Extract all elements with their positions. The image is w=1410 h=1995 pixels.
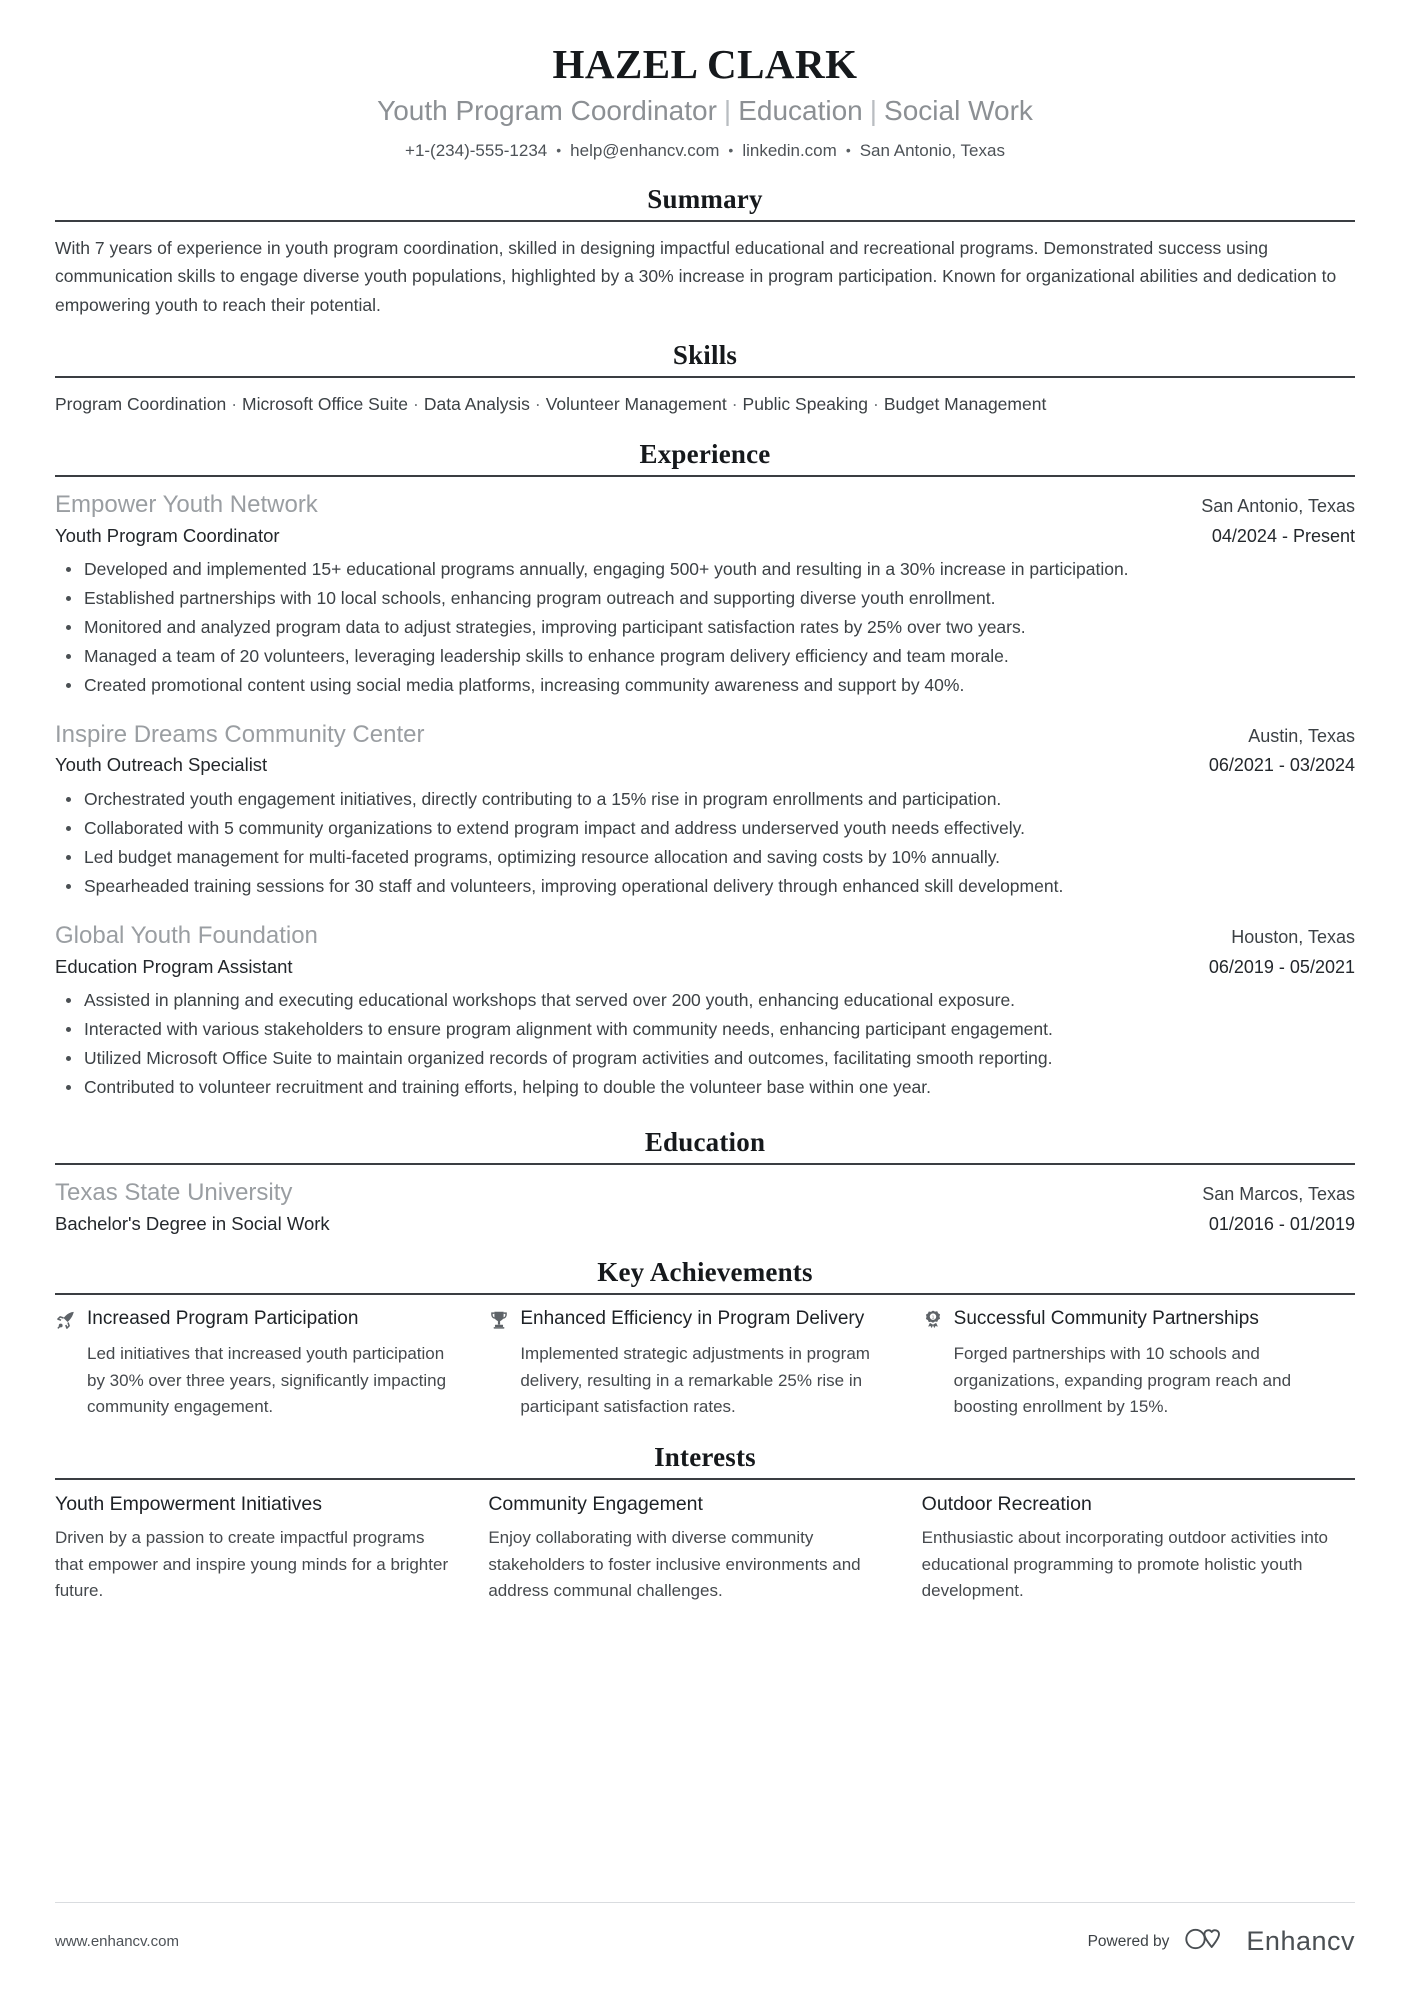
skill-item: Microsoft Office Suite	[242, 394, 409, 415]
interest-item	[488, 1492, 921, 1605]
award-badge-icon	[922, 1309, 944, 1333]
interest-description: Enjoy collaborating with diverse community stakeholders to foster inclusive environments and address communal challenges.	[488, 1528, 861, 1601]
rocket-icon	[55, 1309, 77, 1333]
responsibility-item: Utilized Microsoft Office Suite to maintain organized records of program activities and outcomes, facilitating smooth reporting.	[79, 1045, 1355, 1072]
resume-header	[55, 40, 1355, 163]
degree-title: Bachelor's Degree in Social Work	[55, 1212, 330, 1234]
entry-dates: 06/2019 - 05/2021	[1208, 956, 1355, 977]
interest-description: Driven by a passion to create impactful programs that empower and inspire young minds for a brighter future.	[55, 1528, 449, 1601]
headline-part-1: Youth Program Coordinator	[377, 95, 717, 127]
achievement-item	[55, 1307, 488, 1421]
contact-location: San Antonio, Texas	[859, 140, 1005, 160]
company-name: Global Youth Foundation	[55, 922, 318, 950]
powered-by-block	[1088, 1926, 1355, 1957]
entry-location: Houston, Texas	[1231, 927, 1355, 948]
education-entry	[55, 1177, 1355, 1236]
experience-entry	[55, 920, 1355, 1101]
powered-by-label: Powered by	[1087, 1932, 1170, 1950]
responsibility-item: Led budget management for multi-faceted programs, optimizing resource allocation and saving costs by 10% annually.	[79, 844, 1355, 871]
interest-item	[922, 1492, 1355, 1605]
footer-divider	[55, 1902, 1355, 1903]
section-experience	[55, 439, 1355, 1101]
experience-entry	[55, 719, 1355, 900]
achievement-item	[922, 1307, 1355, 1421]
section-title-summary: Summary	[647, 183, 763, 214]
job-title: Youth Outreach Specialist	[55, 754, 268, 776]
contact-separator: •	[556, 142, 562, 159]
entry-subheader-row	[55, 954, 1355, 980]
interest-title: Community Engagement	[488, 1492, 703, 1515]
contact-separator: •	[728, 142, 734, 159]
responsibility-item: Assisted in planning and executing educational workshops that served over 200 youth, enhancing educational exposure.	[79, 987, 1355, 1014]
contact-separator: •	[845, 142, 851, 159]
entry-header-row	[55, 920, 1355, 952]
experience-entries	[55, 477, 1355, 1101]
contact-line	[55, 139, 1355, 163]
skill-item: Volunteer Management	[545, 394, 727, 415]
headline-part-2: Education	[738, 95, 863, 127]
achievement-title: Successful Community Partnerships	[953, 1308, 1259, 1330]
section-education	[55, 1127, 1355, 1236]
section-interests	[55, 1442, 1355, 1605]
school-name: Texas State University	[55, 1179, 293, 1207]
skill-separator: ·	[731, 394, 738, 415]
achievement-description: Forged partnerships with 10 schools and organizations, expanding program reach and boosting enrollment by 15%.	[953, 1344, 1292, 1417]
responsibility-item: Contributed to volunteer recruitment and training efforts, helping to double the volunteer base within one year.	[79, 1074, 1355, 1101]
entry-location: Austin, Texas	[1248, 726, 1355, 747]
responsibility-list	[55, 786, 1355, 900]
responsibility-item: Spearheaded training sessions for 30 staff and volunteers, improving operational delivery through enhanced skill development.	[79, 873, 1355, 900]
achievement-description: Led initiatives that increased youth participation by 30% over three years, significantly impacting community engagement.	[87, 1344, 447, 1417]
entry-dates: 01/2016 - 01/2019	[1208, 1213, 1355, 1234]
entry-header-row	[55, 719, 1355, 751]
company-name: Inspire Dreams Community Center	[55, 721, 425, 749]
candidate-name: HAZEL CLARK	[552, 41, 858, 87]
svg-text:1: 1	[931, 1314, 934, 1320]
skills-list	[55, 390, 1355, 418]
section-skills	[55, 340, 1355, 418]
skill-separator: ·	[231, 394, 238, 415]
summary-text: With 7 years of experience in youth program coordination, skilled in designing impactful educational and recreational programs. Demonstrated success using communication skills to engage diverse youth populations, highlighted by a 30% increase in program participation. Known for organizational abilities and dedication to empowering youth to reach their potential.	[55, 237, 1337, 315]
interest-title: Outdoor Recreation	[921, 1492, 1092, 1515]
job-title: Education Program Assistant	[55, 955, 293, 977]
responsibility-item: Established partnerships with 10 local schools, enhancing program outreach and supporting diverse youth enrollment.	[79, 585, 1355, 612]
enhancv-mark-icon	[1183, 1926, 1237, 1957]
achievement-header	[922, 1307, 1355, 1333]
section-title-experience: Experience	[639, 439, 771, 470]
headline-divider-2: |	[869, 95, 878, 127]
responsibility-item: Collaborated with 5 community organizations to extend program impact and address underserved youth needs effectively.	[79, 815, 1355, 842]
interest-columns	[55, 1492, 1355, 1605]
skill-item: Program Coordination	[55, 394, 227, 415]
entry-location: San Marcos, Texas	[1202, 1184, 1355, 1205]
company-name: Empower Youth Network	[55, 491, 318, 519]
headline-divider-1: |	[723, 95, 732, 127]
headline-part-3: Social Work	[884, 95, 1033, 127]
skill-separator: ·	[873, 394, 879, 415]
achievement-header	[55, 1307, 454, 1333]
section-title-interests: Interests	[654, 1441, 756, 1472]
section-title-achievements: Key Achievements	[597, 1257, 813, 1288]
contact-website[interactable]: linkedin.com	[742, 140, 837, 160]
skill-separator: ·	[413, 394, 419, 415]
skill-item: Data Analysis	[423, 394, 530, 415]
page-footer	[55, 1926, 1355, 1957]
responsibility-list	[55, 987, 1355, 1101]
achievement-columns	[55, 1307, 1355, 1421]
achievement-title: Enhanced Efficiency in Program Delivery	[520, 1308, 865, 1330]
education-entries	[55, 1165, 1355, 1236]
achievement-header	[488, 1307, 887, 1333]
responsibility-item: Monitored and analyzed program data to adjust strategies, improving participant satisfaction rates by 25% over two years.	[79, 614, 1355, 641]
section-title-skills: Skills	[672, 340, 738, 371]
entry-subheader-row	[55, 752, 1355, 778]
candidate-headline	[55, 93, 1355, 129]
section-title-education: Education	[644, 1127, 766, 1158]
job-title: Youth Program Coordinator	[55, 524, 280, 546]
responsibility-item: Managed a team of 20 volunteers, leveraging leadership skills to enhance program delivery efficiency and team morale.	[79, 643, 1355, 670]
skill-item: Budget Management	[883, 394, 1047, 415]
interest-item	[55, 1492, 488, 1605]
contact-email[interactable]: help@enhancv.com	[570, 140, 720, 160]
responsibility-item: Created promotional content using social media platforms, increasing community awareness and support by 40%.	[79, 672, 1355, 699]
section-summary	[55, 184, 1355, 320]
footer-website-link[interactable]: www.enhancv.com	[55, 1933, 179, 1950]
interest-description: Enthusiastic about incorporating outdoor activities into educational programming to promote holistic youth development.	[921, 1528, 1329, 1601]
responsibility-item: Orchestrated youth engagement initiatives, directly contributing to a 15% rise in program enrollments and participation.	[79, 786, 1355, 813]
achievement-description: Implemented strategic adjustments in program delivery, resulting in a remarkable 25% rise in participant satisfaction rates.	[520, 1344, 870, 1417]
interest-title: Youth Empowerment Initiatives	[55, 1492, 323, 1515]
experience-entry	[55, 489, 1355, 699]
responsibility-item: Developed and implemented 15+ educational programs annually, engaging 500+ youth and resulting in a 30% increase in participation.	[79, 556, 1355, 583]
responsibility-list	[55, 556, 1355, 699]
entry-dates: 06/2021 - 03/2024	[1208, 755, 1355, 776]
skill-item: Public Speaking	[742, 394, 869, 415]
responsibility-item: Interacted with various stakeholders to ensure program alignment with community needs, enhancing participant engagement.	[79, 1016, 1355, 1043]
section-achievements	[55, 1257, 1355, 1421]
enhancv-logo	[1183, 1926, 1355, 1957]
entry-header-row	[55, 489, 1355, 521]
entry-dates: 04/2024 - Present	[1211, 525, 1355, 546]
contact-phone: +1-(234)-555-1234	[405, 140, 548, 160]
entry-subheader-row	[55, 523, 1355, 549]
achievement-item	[488, 1307, 921, 1421]
entry-header-row	[55, 1177, 1355, 1209]
skill-separator: ·	[534, 394, 541, 415]
entry-subheader-row	[55, 1211, 1355, 1237]
trophy-icon	[488, 1309, 510, 1333]
entry-location: San Antonio, Texas	[1201, 496, 1355, 517]
achievement-title: Increased Program Participation	[87, 1308, 359, 1330]
enhancv-wordmark: Enhancv	[1246, 1926, 1355, 1956]
